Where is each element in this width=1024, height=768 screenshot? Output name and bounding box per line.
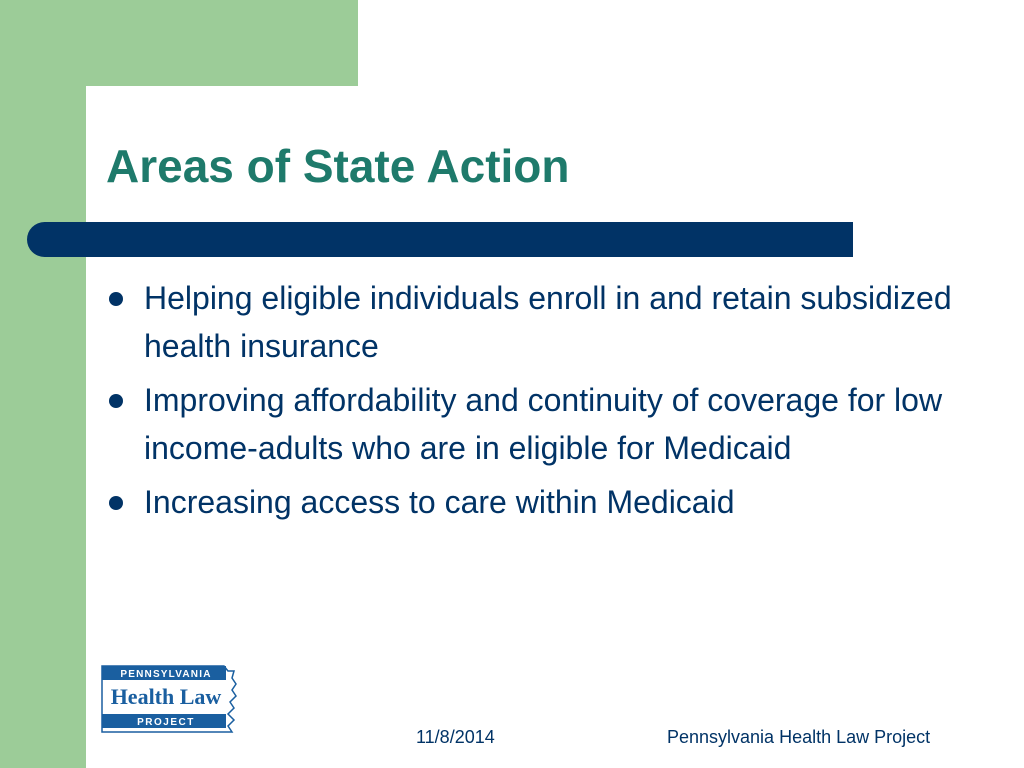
logo-line-pennsylvania: PENNSYLVANIA	[120, 669, 212, 680]
logo-line-health-law: Health Law	[110, 684, 222, 709]
bullet-dot-icon	[109, 394, 123, 408]
footer-date: 11/8/2014	[416, 727, 495, 747]
bullet-text: Increasing access to care within Medicaid	[144, 484, 735, 520]
bullet-list	[100, 274, 960, 532]
title-underline-bar	[27, 222, 853, 257]
bullet-dot-icon	[109, 292, 123, 306]
logo-line-project: PROJECT	[137, 717, 195, 728]
bullet-item	[100, 376, 960, 472]
footer-organization: Pennsylvania Health Law Project	[667, 727, 931, 747]
bullet-dot-icon	[109, 496, 123, 510]
pennsylvania-health-law-project-logo	[96, 662, 238, 736]
green-side-band	[0, 0, 86, 768]
green-top-band	[0, 0, 358, 86]
bullet-text: Improving affordability and continuity of coverage for low income-adults who are in eligible for Medicaid	[144, 382, 943, 466]
bullet-item	[100, 478, 960, 526]
slide-title: Areas of State Action	[106, 140, 570, 192]
bullet-text: Helping eligible individuals enroll in and retain subsidized health insurance	[144, 280, 952, 364]
bullet-item	[100, 274, 960, 370]
